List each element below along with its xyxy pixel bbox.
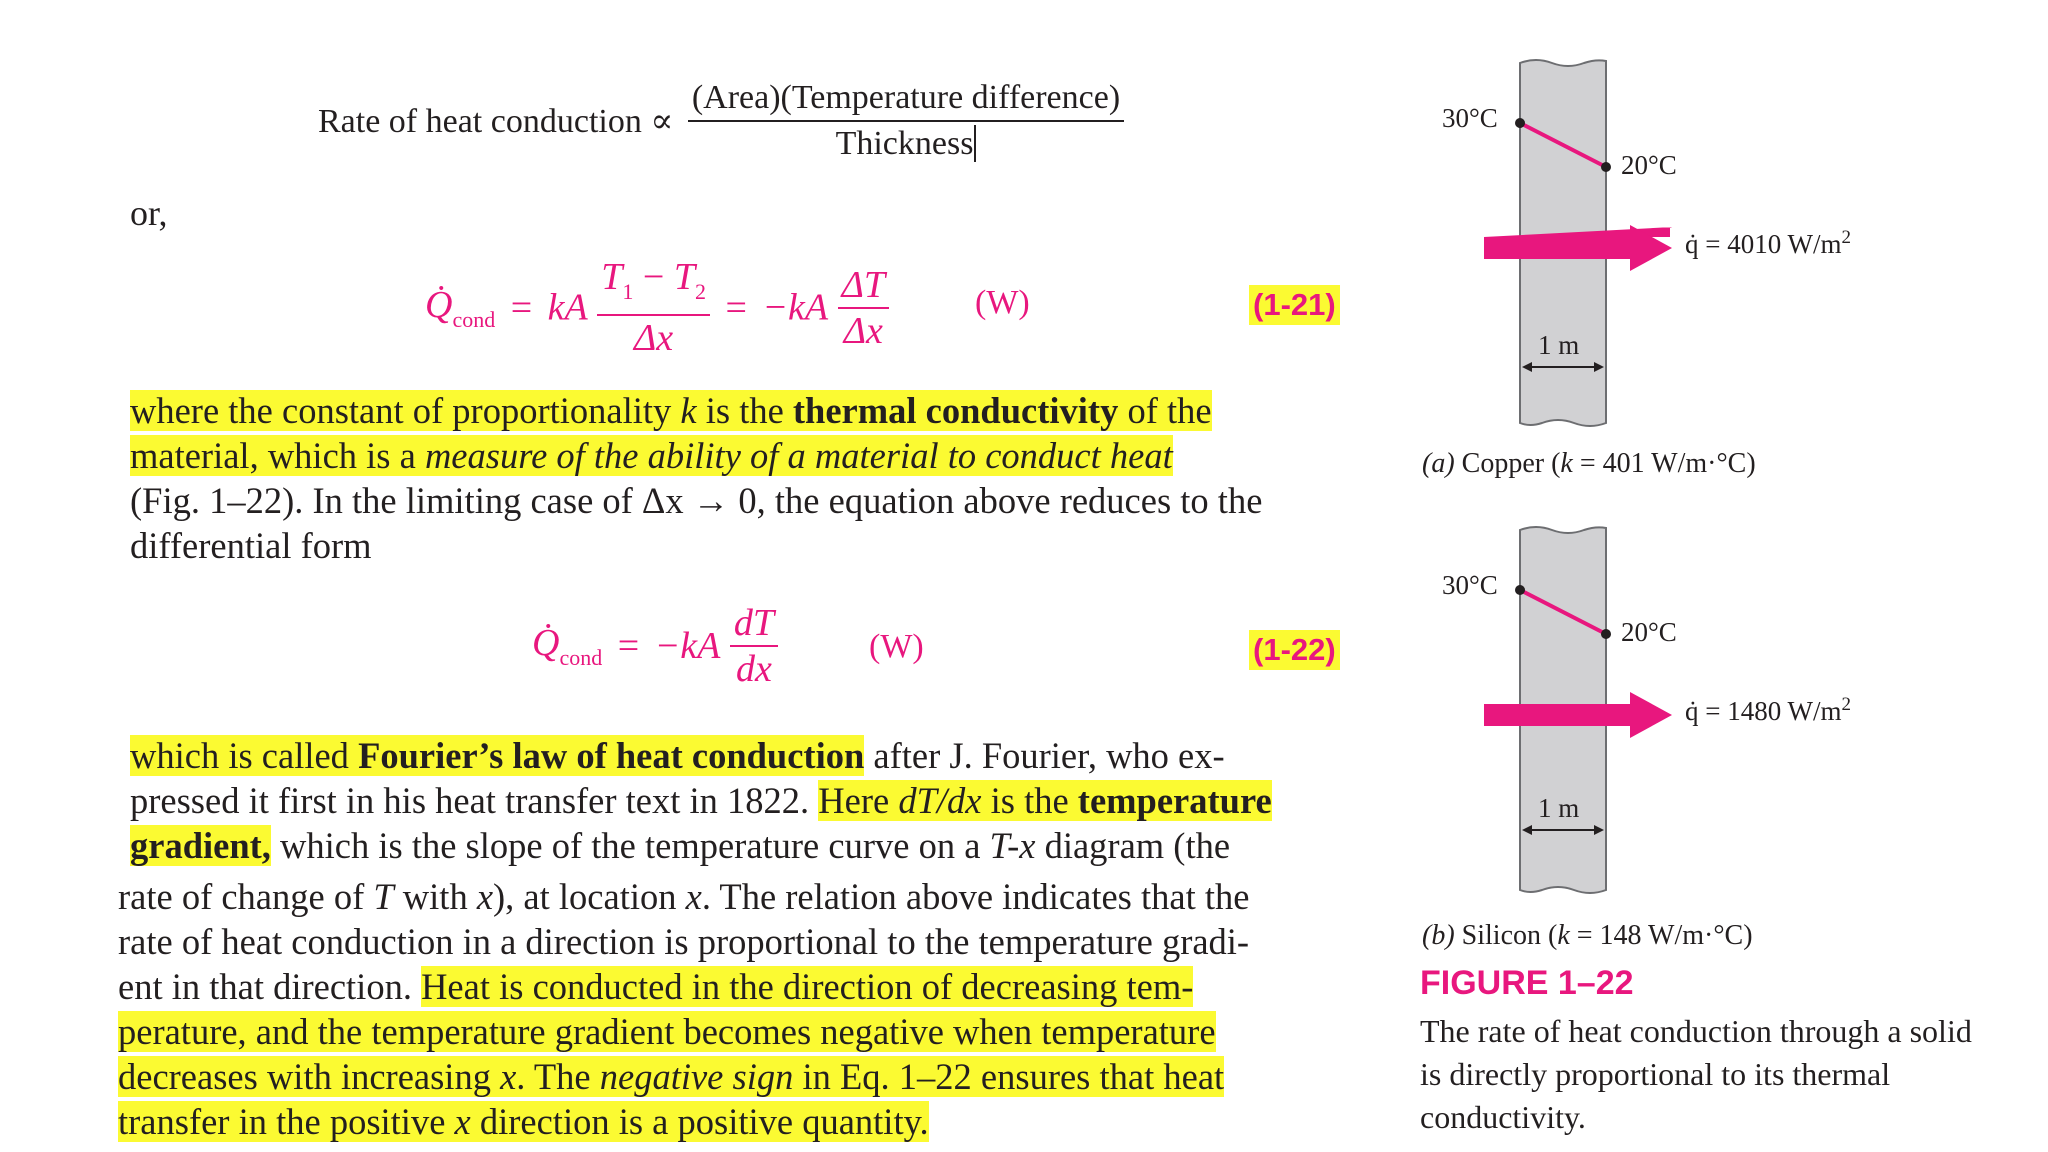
para2-line-8 — [118, 1054, 1348, 1099]
cold-point-b — [1601, 629, 1611, 639]
cap-k: k — [1557, 920, 1570, 951]
dtdx: dT/dx — [898, 780, 982, 821]
eq2-neg-ka: −kA — [654, 625, 721, 667]
figure-description: The rate of heat conduction through a solid is directly proportional to its thermal conductivity. — [1420, 1013, 1972, 1135]
eq1-lhs — [425, 283, 496, 332]
t: transfer in the positive — [118, 1101, 455, 1142]
cap-letter: (a) — [1422, 448, 1455, 479]
heat-flux-arrow-shaft-a — [1484, 237, 1632, 259]
cap-text: Silicon ( — [1454, 920, 1558, 951]
cap-letter: (b) — [1422, 920, 1455, 951]
flux-text: q̇ = 1480 W/m — [1685, 696, 1842, 726]
proportionality-lhs: Rate of heat conduction ∝ — [318, 103, 674, 140]
eq1-fraction-1 — [597, 255, 710, 360]
t-symbol: T — [373, 876, 394, 917]
flux-text: q̇ = 4010 W/m — [1685, 229, 1842, 259]
eq1-number: (1-21) — [1249, 285, 1340, 325]
negative-sign-term: negative sign — [599, 1056, 794, 1097]
fouriers-law-term: Fourier’s law of heat conduction — [358, 735, 865, 776]
fig-b-t-cold: 20°C — [1621, 617, 1677, 647]
eq1-frac2-num: ΔT — [838, 263, 889, 309]
para2-line-2 — [118, 778, 1348, 823]
cap-text: Copper ( — [1454, 448, 1561, 479]
cap-rest: = 148 W/m·°C) — [1569, 920, 1753, 951]
eq2-subscript: cond — [559, 645, 603, 670]
t: which is called — [130, 735, 359, 776]
t2-sub: 2 — [694, 279, 706, 304]
fig-b-caption — [1422, 920, 1753, 952]
equation-1-22 — [532, 601, 778, 691]
para2-l2-highlight — [818, 780, 1271, 821]
t: rate of change of — [118, 876, 374, 917]
eq1-subscript: cond — [452, 306, 496, 332]
eq2-unit: (W) — [869, 628, 924, 665]
eq1-unit: (W) — [975, 284, 1030, 321]
t: Here — [818, 780, 899, 821]
para2-l1-highlight — [130, 735, 864, 776]
t: with — [393, 876, 477, 917]
fig-b-flux — [1685, 694, 1851, 727]
para2-line-5: rate of heat conduction in a direction is proportional to the temperature gradi- — [118, 921, 1250, 962]
para2-line-3 — [118, 823, 1348, 868]
eq1-q-dot: Q̇ — [425, 283, 453, 326]
eq2-equals: = — [617, 625, 640, 667]
t1: T — [601, 256, 623, 298]
para2-line-7 — [118, 1009, 1348, 1054]
fig-a-caption — [1422, 448, 1756, 480]
temperature-term: temperature — [1077, 780, 1272, 821]
t: ent in that direction. — [118, 966, 422, 1007]
t: is the — [696, 390, 793, 431]
eq1-frac2-den: Δx — [843, 309, 883, 352]
t: direction is a positive quantity. — [470, 1101, 929, 1142]
t: in Eq. 1–22 ensures that heat — [793, 1056, 1225, 1097]
fig-a-flux — [1685, 227, 1851, 260]
t: diagram (the — [1035, 825, 1231, 866]
equation-1-21 — [425, 255, 889, 360]
para1-line-4: differential form — [130, 525, 372, 566]
fig-a-thickness: 1 m — [1538, 330, 1580, 360]
para2-line-9 — [118, 1099, 1348, 1144]
or-text: or, — [130, 193, 168, 233]
cold-point-a — [1601, 162, 1611, 172]
eq2-q-dot: Q̇ — [532, 622, 560, 664]
flux-exp: 2 — [1841, 227, 1851, 248]
eq1-frac1-num — [597, 255, 710, 316]
t: ), at location — [493, 876, 686, 917]
para2-l6-highlight: Heat is conducted in the direction of decreasing tem- — [421, 966, 1194, 1007]
fig-b-t-hot: 30°C — [1442, 570, 1498, 600]
eq1-frac1-den: Δx — [634, 317, 674, 359]
x-symbol: x — [685, 876, 702, 917]
eq1-neg-ka: −kA — [762, 286, 829, 329]
para2-l9-highlight — [118, 1101, 929, 1142]
t: decreases with increasing — [118, 1056, 501, 1097]
x-symbol: x — [500, 1056, 517, 1097]
eq2-lhs — [532, 622, 603, 670]
t: material, which is a — [130, 435, 425, 476]
t: where the constant of proportionality — [130, 390, 681, 431]
para2-line-6 — [118, 964, 1348, 1009]
t: . The — [516, 1056, 600, 1097]
figure-title: FIGURE 1–22 — [1420, 964, 1634, 1002]
para2-l8-highlight — [118, 1056, 1224, 1097]
eq2-frac-num: dT — [730, 601, 778, 647]
paragraph-1 — [130, 388, 1330, 568]
para2-line-4 — [118, 874, 1348, 919]
cap-rest: = 401 W/m·°C) — [1572, 448, 1756, 479]
hot-point-b — [1515, 585, 1525, 595]
eq2-fraction — [730, 601, 778, 691]
flux-exp: 2 — [1841, 694, 1851, 715]
eq1-ka: kA — [547, 286, 588, 329]
hot-point-a — [1515, 118, 1525, 128]
eq2-frac-den: dx — [736, 648, 772, 690]
para2-line-1 — [118, 733, 1348, 778]
fig-b-thickness: 1 m — [1538, 793, 1580, 823]
eq2-number: (1-22) — [1249, 630, 1340, 670]
minus: − — [642, 256, 665, 298]
gradient-term: gradient, — [130, 825, 271, 866]
t: after J. Fourier, who ex- — [864, 735, 1225, 776]
proportionality-denominator — [688, 122, 1124, 166]
t: pressed it first in his heat transfer text in 1822. — [130, 780, 819, 821]
cap-k: k — [1560, 448, 1573, 479]
t1-sub: 1 — [622, 279, 634, 304]
para1-line-1 — [130, 388, 1330, 433]
heat-flux-arrow-head-b — [1630, 692, 1672, 738]
definition-italic: measure of the ability of a material to conduct heat — [424, 435, 1173, 476]
para2-l7-highlight: perature, and the temperature gradient becomes negative when temperature — [118, 1011, 1216, 1052]
tx-diagram: T-x — [989, 825, 1036, 866]
x-symbol: x — [476, 876, 494, 917]
eq1-equals: = — [510, 286, 533, 329]
fig-a-t-hot: 30°C — [1442, 103, 1498, 133]
proportionality-expression — [318, 76, 1124, 166]
x-symbol: x — [454, 1101, 471, 1142]
para1-line-2 — [130, 433, 1330, 478]
fig-a-t-cold: 20°C — [1621, 150, 1677, 180]
t: is the — [981, 780, 1078, 821]
thermal-conductivity-term: thermal conductivity — [792, 390, 1119, 431]
eq1-fraction-2 — [838, 263, 889, 353]
para1-l1-highlight — [130, 390, 1212, 431]
t2: T — [673, 256, 695, 298]
para1-l2-highlight — [130, 435, 1173, 476]
denominator-text: Thickness — [835, 125, 974, 162]
proportionality-numerator: (Area)(Temperature difference) — [688, 76, 1124, 122]
eq1-equals-2: = — [725, 286, 747, 329]
para1-line-3: (Fig. 1–22). In the limiting case of Δx → 0, the equation above reduces to the — [130, 480, 1263, 521]
t: which is the slope of the temperature curve on a — [270, 825, 990, 866]
proportionality-fraction — [688, 76, 1124, 166]
paragraph-2 — [118, 733, 1348, 1144]
k-symbol: k — [680, 390, 697, 431]
t: . The relation above indicates that the — [701, 876, 1250, 917]
text-cursor — [974, 125, 976, 162]
heat-flux-arrow-shaft-b — [1484, 704, 1632, 726]
t: of the — [1118, 390, 1212, 431]
